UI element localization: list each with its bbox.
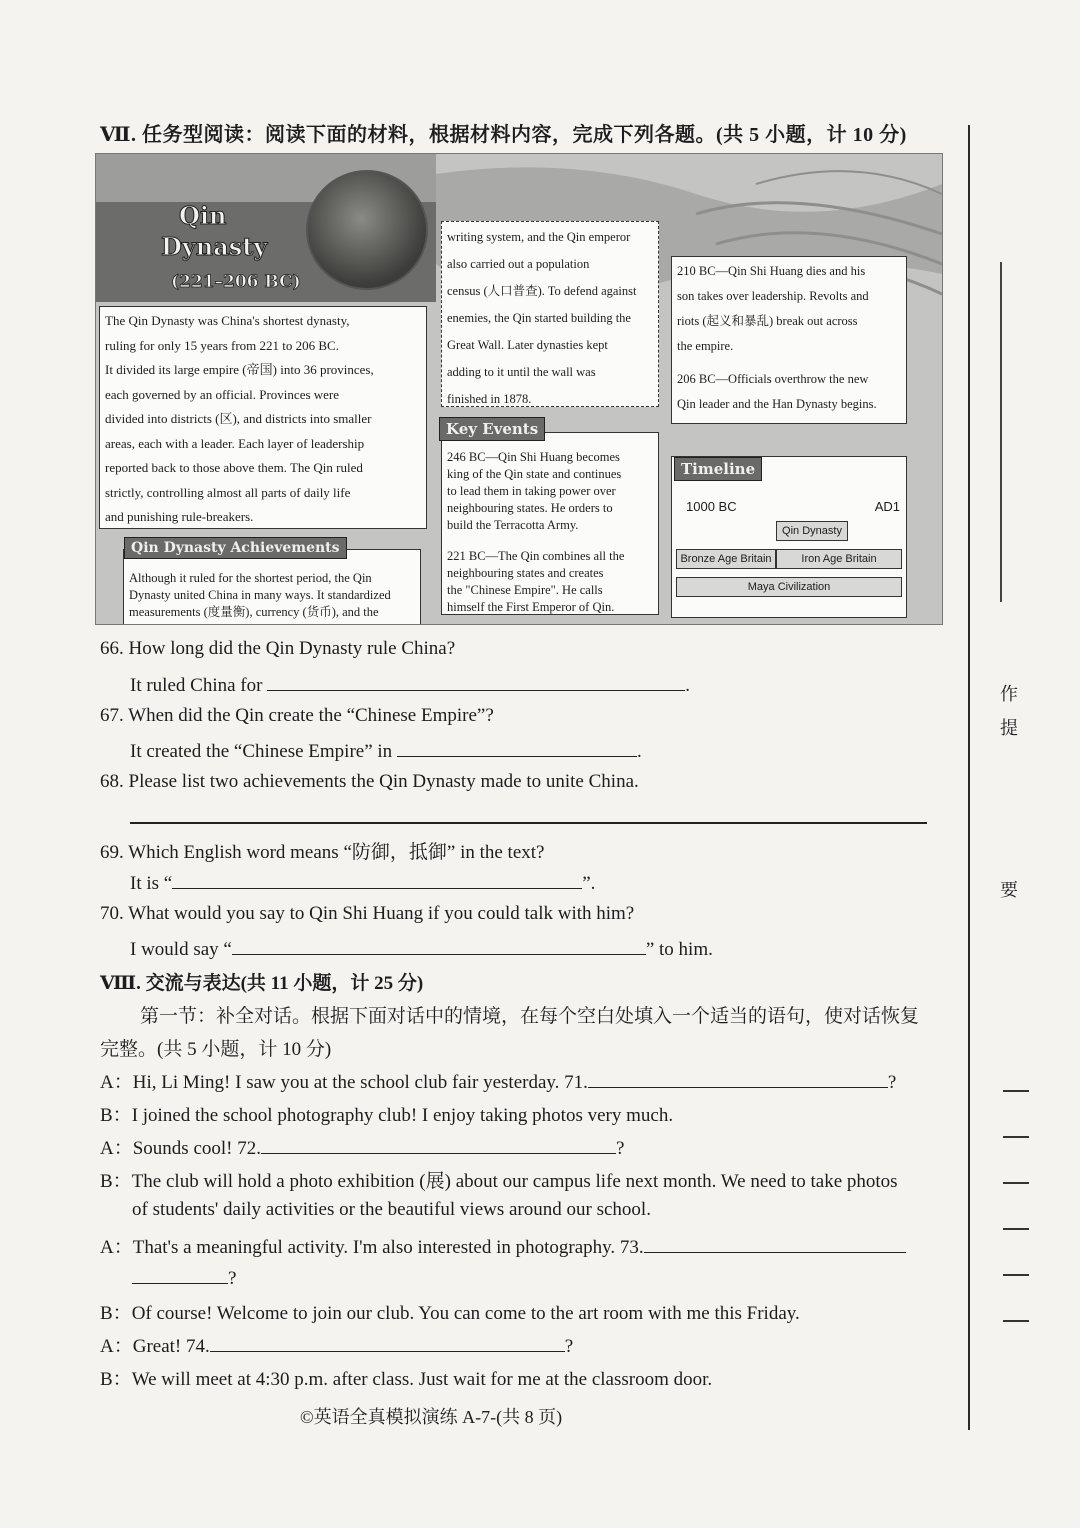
dialogue-end: ? [564, 1336, 574, 1357]
answer-prefix: It is “ [130, 873, 173, 894]
event-line: 206 BC—Officials overthrow the new [677, 372, 869, 386]
part1-instruction-line1: 第一节：补全对话。根据下面对话中的情境，在每个空白处填入一个适当的语句，使对话恢复 [140, 1006, 920, 1027]
key-event-line: 221 BC—The Qin combines all the [447, 549, 625, 563]
key-event-line: neighbouring states and creates [447, 566, 604, 580]
speaker: A： [100, 1138, 133, 1159]
speaker: B： [100, 1369, 132, 1390]
answer-prefix: It ruled China for [130, 675, 263, 696]
achievements-tag: Qin Dynasty Achievements [124, 537, 347, 559]
answer-blank-72[interactable] [261, 1135, 616, 1154]
event-line: son takes over leadership. Revolts and [677, 289, 869, 303]
margin-bracket [1000, 262, 1002, 602]
speaker: A： [100, 1336, 133, 1357]
question-70: 70. What would you say to Qin Shi Huang if you could talk with him? [100, 903, 635, 924]
dialogue-line-72 [100, 1133, 624, 1160]
page-footer: ©英语全真模拟演练 A-7-(共 8 页) [300, 1407, 563, 1427]
key-events-box [441, 432, 659, 615]
answer-suffix: . [685, 675, 690, 696]
answer-blank-66[interactable] [267, 672, 685, 691]
timeline-start: 1000 BC [686, 499, 737, 514]
margin-dash [1003, 1182, 1029, 1184]
achievement-line: census (人口普查). To defend against [447, 284, 637, 298]
answer-70 [130, 936, 713, 961]
key-event-line: 246 BC—Qin Shi Huang becomes [447, 450, 620, 464]
question-68: 68. Please list two achievements the Qin Dynasty made to unite China. [100, 771, 639, 792]
question-69: 69. Which English word means “防御，抵御” in the text? [100, 842, 545, 863]
section-7-title: Ⅶ. 任务型阅读：阅读下面的材料，根据材料内容，完成下列各题。(共 5 小题，计 10 分) [100, 124, 907, 146]
section-8-title: Ⅷ. 交流与表达(共 11 小题，计 25 分) [100, 973, 424, 994]
answer-suffix: ” to him. [645, 939, 713, 960]
dialogue-text: Hi, Li Ming! I saw you at the school club fair yesterday. 71. [132, 1072, 588, 1093]
infographic-title-line2: Dynasty [161, 232, 268, 261]
dialogue-line-74 [100, 1331, 573, 1358]
answer-blank-71[interactable] [588, 1069, 888, 1088]
timeline-tag: Timeline [674, 457, 762, 481]
speaker: B： [100, 1171, 132, 1192]
dialogue-line-73-cont [132, 1265, 236, 1290]
intro-line: ruling for only 15 years from 221 to 206 BC. [105, 337, 339, 353]
margin-dash [1003, 1274, 1029, 1276]
dialogue-text: Of course! Welcome to join our club. You can come to the art room with me this Friday. [131, 1303, 800, 1324]
timeline-end: AD1 [874, 499, 900, 514]
margin-dash [1003, 1136, 1029, 1138]
dialogue-end: ? [615, 1138, 625, 1159]
answer-blank-70[interactable] [232, 936, 646, 955]
key-event-line: himself the First Emperor of Qin. [447, 600, 615, 614]
intro-line: areas, each with a leader. Each layer of leadership [105, 435, 365, 451]
margin-char: 提 [1000, 718, 1018, 738]
dialogue-line [100, 1100, 673, 1127]
infographic-dates: (221–206 BC) [171, 272, 301, 292]
timeline-maya: Maya Civilization [676, 577, 902, 597]
answer-blank-68[interactable] [130, 822, 927, 824]
dialogue-line-71 [100, 1067, 896, 1094]
answer-prefix: It created the “Chinese Empire” in [130, 741, 393, 762]
achievements-box [123, 549, 421, 625]
achievement-line: adding to it until the wall was [447, 365, 596, 379]
dialogue-text: Great! 74. [132, 1336, 210, 1357]
infographic-title-line1: Qin [179, 201, 227, 230]
timeline-bronze-age: Bronze Age Britain [676, 549, 776, 569]
answer-blank-69[interactable] [172, 870, 582, 889]
intro-box [99, 306, 427, 529]
dialogue-line [100, 1166, 898, 1193]
event-line: riots (起义和暴乱) break out across [677, 314, 858, 328]
speaker: B： [100, 1303, 132, 1324]
margin-dash [1003, 1228, 1029, 1230]
key-event-line: king of the Qin state and continues [447, 467, 622, 481]
achievement-line: finished in 1878. [447, 392, 532, 406]
event-line: Qin leader and the Han Dynasty begins. [677, 397, 877, 411]
dialogue-text: The club will hold a photo exhibition (展) about our campus life next month. We need to take photos [131, 1171, 898, 1192]
intro-line: divided into districts (区), and districts into smaller [105, 411, 372, 426]
achievement-line: enemies, the Qin started building the [447, 311, 631, 325]
dialogue-line-73 [100, 1232, 906, 1259]
achievement-line: measurements (度量衡), currency (货币), and the [129, 605, 379, 619]
margin-dash [1003, 1090, 1029, 1092]
qin-infographic [95, 153, 943, 625]
key-event-line: neighbouring states. He orders to [447, 501, 613, 515]
achievement-line: writing system, and the Qin emperor [447, 230, 631, 244]
intro-line: The Qin Dynasty was China's shortest dynasty, [105, 313, 350, 328]
intro-line: each governed by an official. Provinces were [105, 386, 340, 402]
answer-blank-67[interactable] [397, 738, 637, 757]
margin-dash [1003, 1320, 1029, 1322]
achievement-line: Great Wall. Later dynasties kept [447, 338, 608, 352]
question-66: 66. How long did the Qin Dynasty rule China? [100, 638, 456, 659]
margin-char: 作 [1000, 684, 1018, 704]
intro-line: It divided its large empire (帝国) into 36 provinces, [105, 362, 374, 377]
timeline-qin: Qin Dynasty [776, 521, 848, 541]
answer-suffix: ”. [582, 873, 596, 894]
dialogue-text: I joined the school photography club! I enjoy taking photos very much. [131, 1105, 674, 1126]
dialogue-end: ? [887, 1072, 897, 1093]
answer-67 [130, 738, 642, 763]
achievement-line: Although it ruled for the shortest period, the Qin [129, 571, 372, 585]
answer-suffix: . [636, 741, 642, 762]
speaker: B： [100, 1105, 132, 1126]
terracotta-warriors-image [306, 170, 428, 290]
key-event-line: the "Chinese Empire". He calls [447, 583, 603, 597]
speaker: A： [100, 1237, 133, 1258]
key-event-line: to lead them in taking power over [447, 484, 616, 498]
answer-66 [130, 672, 690, 697]
answer-blank-74[interactable] [210, 1333, 565, 1352]
intro-line: strictly, controlling almost all parts of daily life [105, 484, 351, 500]
later-events-box [671, 256, 907, 424]
dialogue-line [100, 1298, 800, 1325]
event-line: 210 BC—Qin Shi Huang dies and his [677, 264, 866, 278]
answer-blank-73a[interactable] [644, 1234, 906, 1253]
dialogue-text: Sounds cool! 72. [132, 1138, 261, 1159]
dialogue-line: of students' daily activities or the beautiful views around our school. [132, 1199, 651, 1220]
dialogue-line [100, 1364, 712, 1391]
speaker: A： [100, 1072, 133, 1093]
timeline-iron-age: Iron Age Britain [776, 549, 902, 569]
intro-line: and punishing rule-breakers. [105, 509, 254, 524]
answer-prefix: I would say “ [130, 939, 232, 960]
answer-69 [130, 870, 595, 895]
key-events-tag: Key Events [439, 417, 545, 441]
part1-instruction-line2: 完整。(共 5 小题，计 10 分) [100, 1039, 332, 1060]
intro-line: reported back to those above them. The Qin ruled [105, 460, 363, 475]
dialogue-text: We will meet at 4:30 p.m. after class. Just wait for me at the classroom door. [131, 1369, 713, 1390]
question-67: 67. When did the Qin create the “Chinese Empire”? [100, 705, 494, 726]
answer-blank-73b[interactable] [132, 1265, 228, 1284]
event-line: the empire. [677, 339, 734, 353]
achievement-line: Dynasty united China in many ways. It standardized [129, 588, 391, 602]
dialogue-end: ? [228, 1268, 237, 1289]
key-event-line: build the Terracotta Army. [447, 518, 579, 532]
achievement-line: also carried out a population [447, 257, 590, 271]
dialogue-text: That's a meaningful activity. I'm also interested in photography. 73. [132, 1237, 644, 1258]
achievements-continued-box [441, 221, 659, 407]
margin-char: 要 [1000, 880, 1018, 900]
margin-rule [968, 125, 970, 1430]
